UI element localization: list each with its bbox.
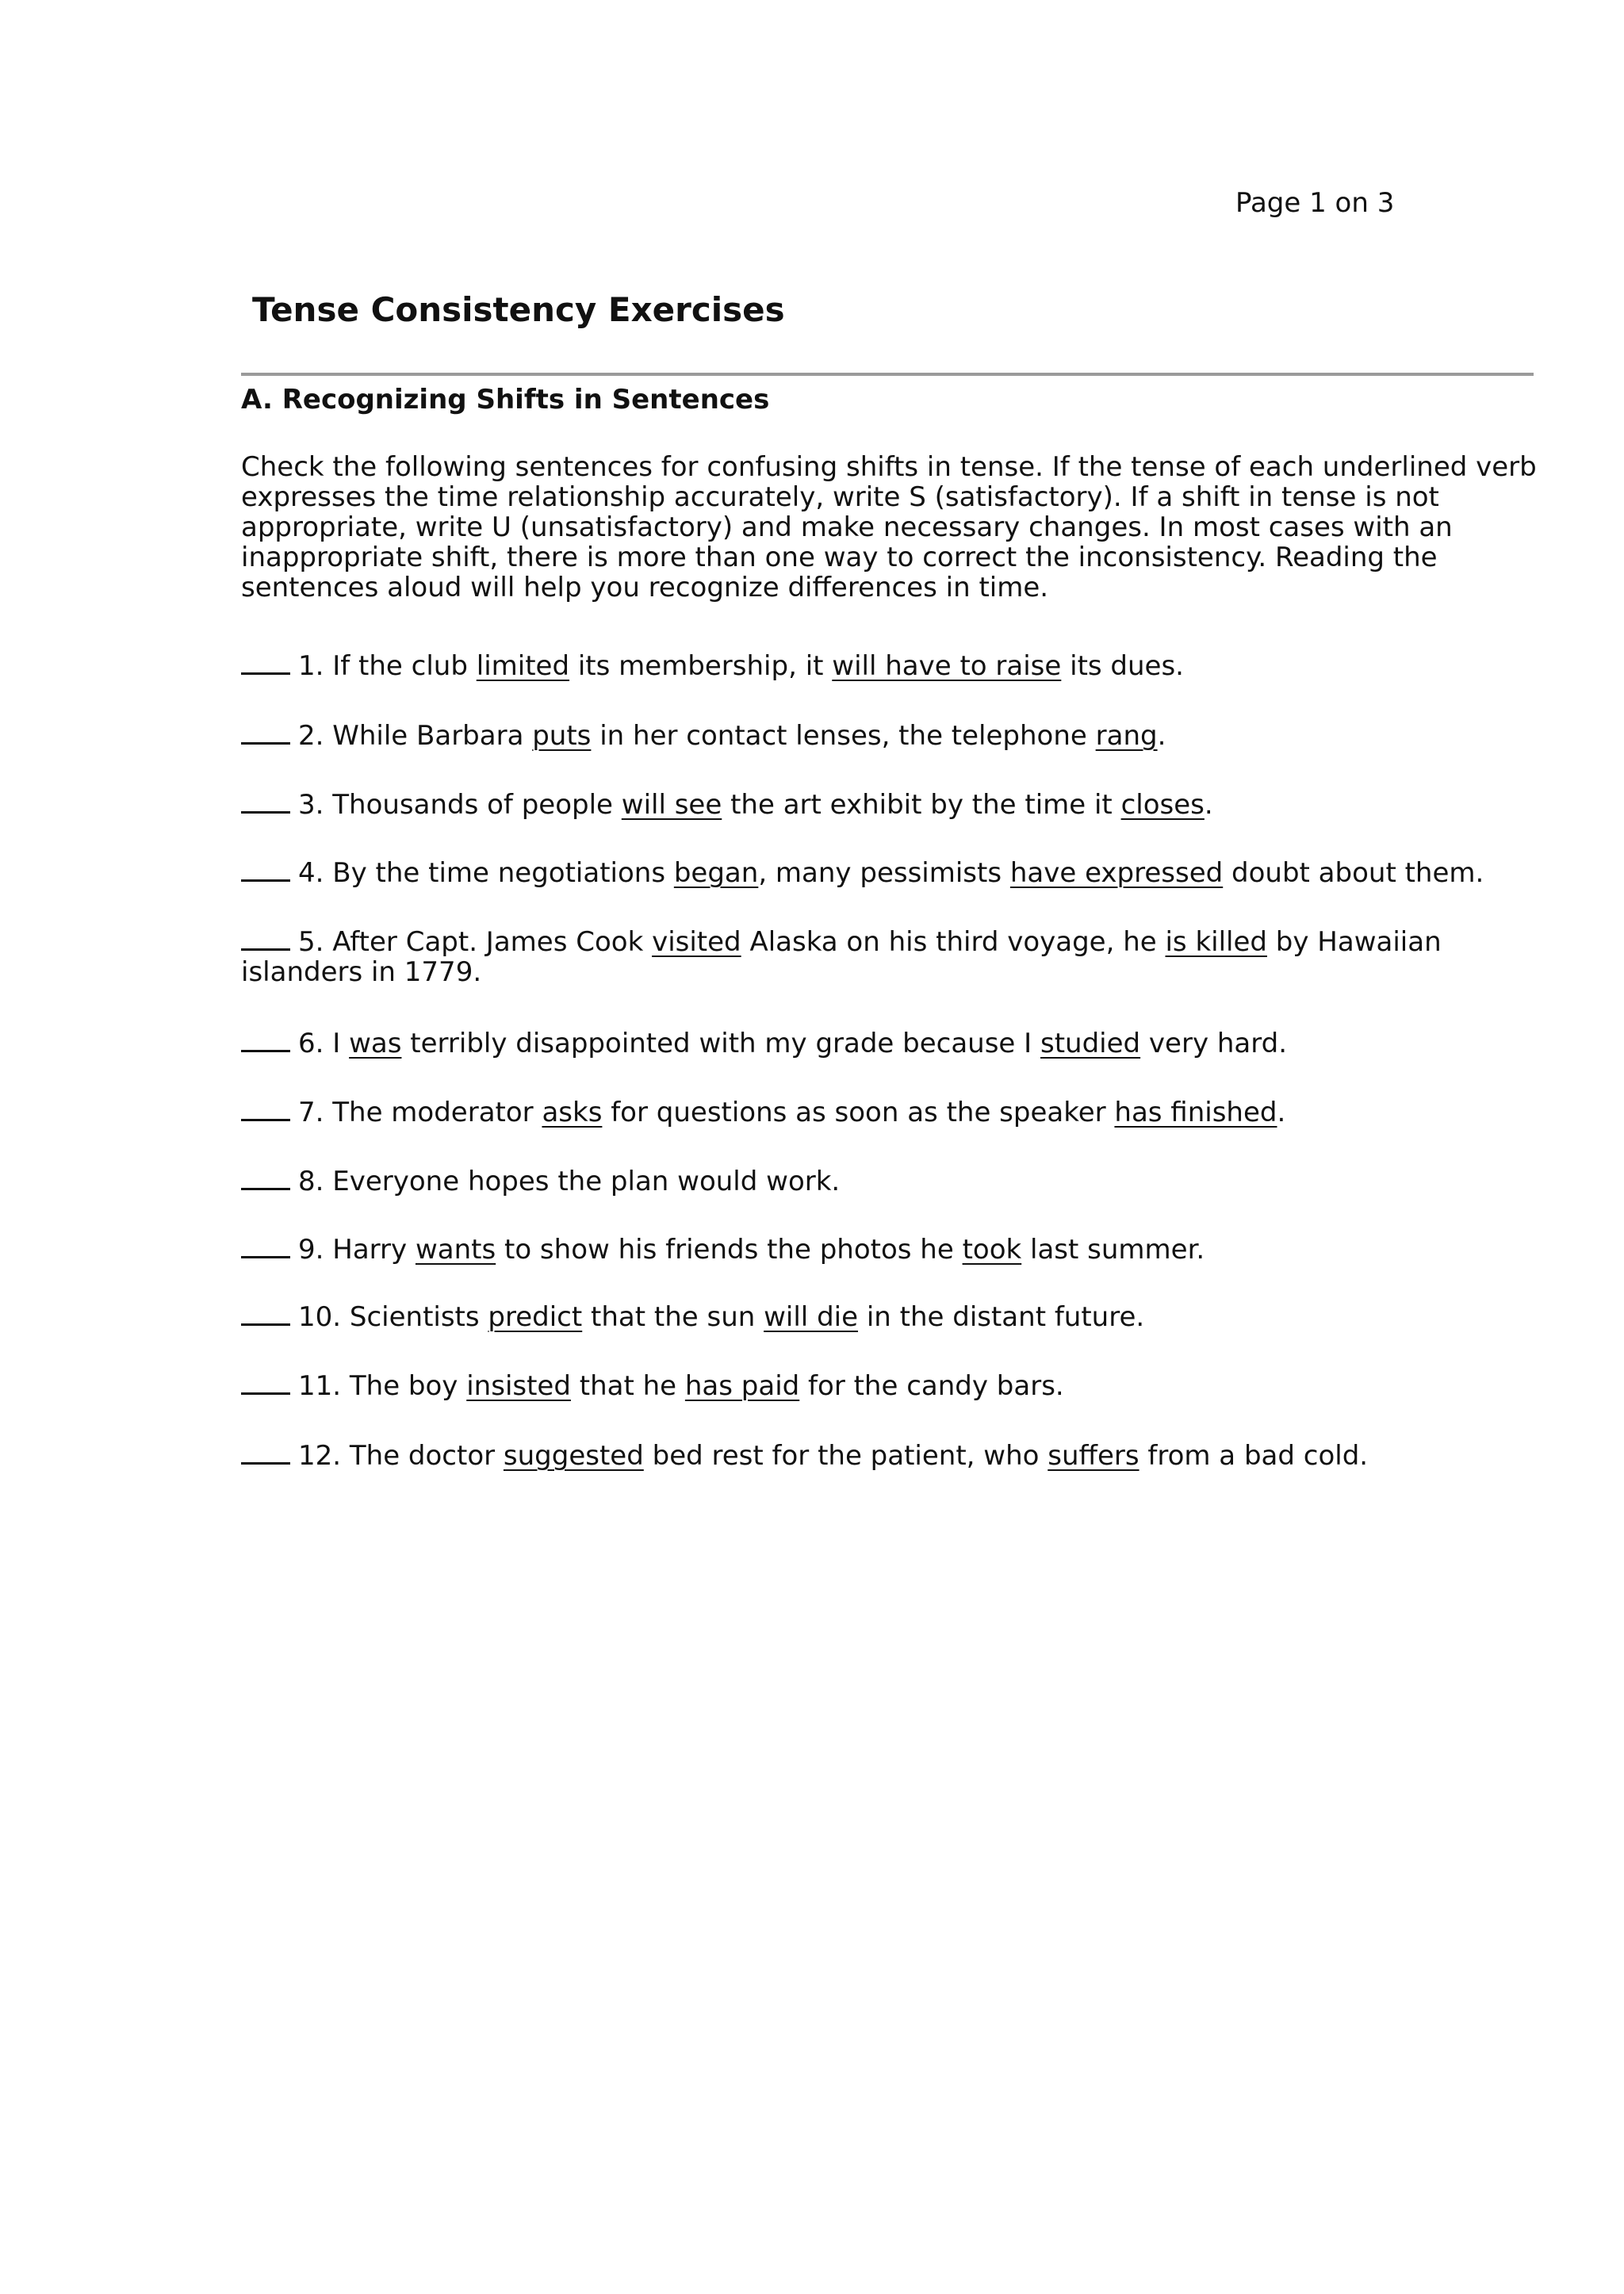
sentence-text: 6. I [298, 1028, 350, 1059]
sentence-text: the art exhibit by the time it [722, 789, 1121, 821]
underlined-verb: has finished [1114, 1097, 1277, 1128]
sentence-text: . [1204, 789, 1213, 821]
sentence-text: 2. While Barbara [298, 720, 533, 752]
sentence-text: very hard. [1140, 1028, 1288, 1059]
sentence-text: 7. The moderator [298, 1097, 542, 1128]
exercise-item [241, 1166, 1542, 1197]
sentence-text: 8. Everyone hopes the plan would work. [298, 1166, 841, 1197]
underlined-verb: rang [1095, 720, 1158, 752]
answer-blank[interactable] [241, 926, 290, 951]
sentence-text: its membership, it [569, 650, 833, 682]
exercise-item [241, 1234, 1542, 1265]
sentence-text: that he [570, 1370, 685, 1402]
exercise-item [241, 1440, 1542, 1471]
sentence-text: for the candy bars. [799, 1370, 1064, 1402]
sentence-text: that the sun [582, 1301, 764, 1333]
sentence-text: in the distant future. [858, 1301, 1145, 1333]
exercise-item [241, 1370, 1542, 1401]
exercise-item [241, 926, 1542, 987]
exercise-item [241, 1301, 1542, 1332]
sentence-text: 4. By the time negotiations [298, 857, 674, 889]
underlined-verb: insisted [466, 1370, 571, 1402]
sentence-text: last summer. [1021, 1234, 1205, 1266]
answer-blank[interactable] [241, 1370, 290, 1395]
sentence-text: . [1277, 1097, 1286, 1128]
answer-blank[interactable] [241, 1440, 290, 1465]
underlined-verb: has paid [684, 1370, 800, 1402]
answer-blank[interactable] [241, 1097, 290, 1121]
sentence-text: Alaska on his third voyage, he [741, 926, 1166, 958]
exercise-item [241, 789, 1542, 820]
sentence-text: for questions as soon as the speaker [602, 1097, 1115, 1128]
sentence-text: 11. The boy [298, 1370, 467, 1402]
underlined-verb: studied [1040, 1028, 1141, 1059]
sentence-text: . [1157, 720, 1166, 752]
sentence-text: terribly disappointed with my grade because I [401, 1028, 1040, 1059]
answer-blank[interactable] [241, 650, 290, 675]
exercise-item [241, 857, 1542, 888]
exercise-item [241, 1028, 1542, 1059]
page-title: Tense Consistency Exercises [252, 290, 785, 329]
underlined-verb: suggested [503, 1440, 644, 1472]
underlined-verb: puts [532, 720, 592, 752]
answer-blank[interactable] [241, 720, 290, 745]
sentence-text: , many pessimists [758, 857, 1010, 889]
sentence-text: 10. Scientists [298, 1301, 488, 1333]
sentence-text: to show his friends the photos he [496, 1234, 963, 1266]
underlined-verb: wants [415, 1234, 496, 1266]
page-number: Page 1 on 3 [1235, 187, 1395, 219]
section-heading: A. Recognizing Shifts in Sentences [241, 384, 770, 416]
sentence-text: doubt about them. [1223, 857, 1484, 889]
underlined-verb: predict [488, 1301, 583, 1333]
sentence-text: bed rest for the patient, who [643, 1440, 1048, 1472]
underlined-verb: closes [1120, 789, 1205, 821]
horizontal-divider [241, 373, 1534, 376]
underlined-verb: will have to raise [832, 650, 1062, 682]
answer-blank[interactable] [241, 1234, 290, 1258]
sentence-text: 5. After Capt. James Cook [298, 926, 653, 958]
underlined-verb: asks [542, 1097, 603, 1128]
underlined-verb: will die [764, 1301, 859, 1333]
sentence-text: 9. Harry [298, 1234, 416, 1266]
sentence-text: by Hawaiian islanders in 1779. [241, 926, 1450, 988]
answer-blank[interactable] [241, 789, 290, 814]
sentence-text: from a bad cold. [1139, 1440, 1369, 1472]
underlined-verb: have expressed [1009, 857, 1224, 889]
sentence-text: its dues. [1061, 650, 1184, 682]
answer-blank[interactable] [241, 1028, 290, 1052]
underlined-verb: limited [476, 650, 570, 682]
underlined-verb: is killed [1165, 926, 1267, 958]
underlined-verb: will see [621, 789, 722, 821]
underlined-verb: began [673, 857, 759, 889]
answer-blank[interactable] [241, 1166, 290, 1190]
answer-blank[interactable] [241, 857, 290, 882]
underlined-verb: was [349, 1028, 402, 1059]
sentence-text: 3. Thousands of people [298, 789, 622, 821]
underlined-verb: took [962, 1234, 1022, 1266]
exercise-item [241, 1097, 1542, 1128]
underlined-verb: visited [652, 926, 741, 958]
sentence-text: 1. If the club [298, 650, 477, 682]
sentence-text: 12. The doctor [298, 1440, 504, 1472]
exercise-item [241, 650, 1542, 681]
underlined-verb: suffers [1048, 1440, 1139, 1472]
instructions-paragraph: Check the following sentences for confusing shifts in tense. If the tense of each underlined verb expresses the time relationship accurately, write S (satisfactory). If a shift in tense is not appropriate, write U (unsatisfactory) and make necessary changes. In most cases with an inappropriate shift, there is more than one way to correct the inconsistency. Reading the sentences aloud will help you recognize differences in time. [241, 451, 1537, 603]
exercise-item [241, 720, 1542, 751]
answer-blank[interactable] [241, 1301, 290, 1326]
sentence-text: in her contact lenses, the telephone [591, 720, 1096, 752]
